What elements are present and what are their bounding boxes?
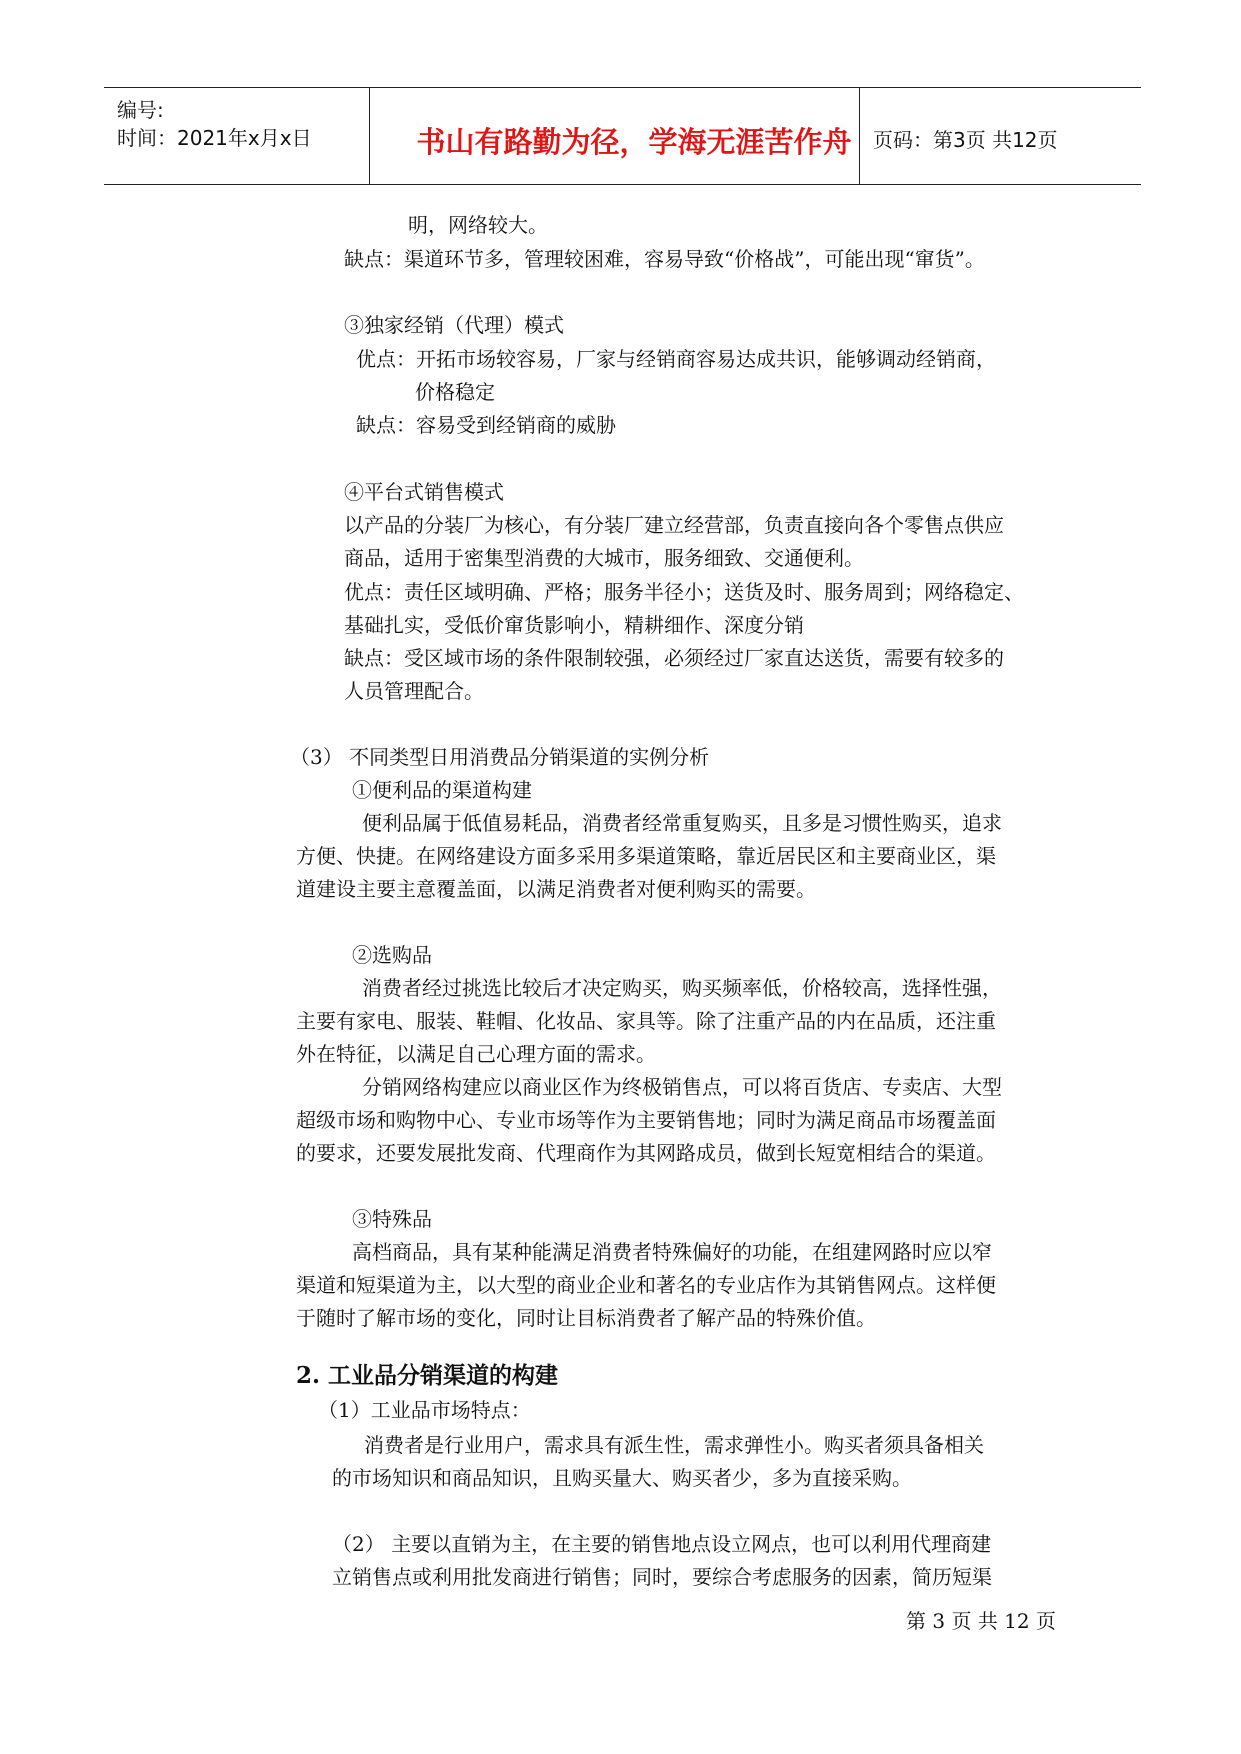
body-line: 消费者是行业用户，需求具有派生性，需求弹性小。购买者须具备相关	[364, 1433, 984, 1457]
body-line: 以产品的分装厂为核心，有分装厂建立经营部，负责直接向各个零售点供应	[344, 513, 1004, 537]
body-line: 便利品属于低值易耗品，消费者经常重复购买，且多是习惯性购买，追求	[362, 811, 1002, 835]
body-line: 于随时了解市场的变化，同时让目标消费者了解产品的特殊价值。	[296, 1306, 876, 1330]
header-divider-right	[859, 88, 860, 184]
body-line: 明，网络较大。	[408, 213, 548, 237]
body-line: 主要有家电、服装、鞋帽、化妆品、家具等。除了注重产品的内在品质，还注重	[296, 1009, 996, 1033]
body-line: 优点：责任区域明确、严格；服务半径小；送货及时、服务周到；网络稳定、	[344, 580, 1024, 604]
list-heading: ①便利品的渠道构建	[352, 778, 532, 802]
body-line: 渠道和短渠道为主，以大型的商业企业和著名的专业店作为其销售网点。这样便	[296, 1273, 996, 1297]
body-line: 缺点：渠道环节多，管理较困难，容易导致“价格战”，可能出现“窜货”。	[344, 247, 985, 271]
body-line: 的要求，还要发展批发商、代理商作为其网路成员，做到长短宽相结合的渠道。	[296, 1141, 996, 1165]
list-heading: ③独家经销（代理）模式	[344, 313, 564, 337]
header-motto: 书山有路勤为径，学海无涯苦作舟	[416, 125, 852, 159]
body-line: 消费者经过挑选比较后才决定购买，购买频率低，价格较高，选择性强，	[362, 976, 1002, 1000]
list-heading: ④平台式销售模式	[344, 480, 504, 504]
body-line: 的市场知识和商品知识，且购买量大、购买者少，多为直接采购。	[332, 1466, 912, 1490]
body-line: 优点：开拓市场较容易，厂家与经销商容易达成共识，能够调动经销商，	[356, 347, 996, 371]
document-date-label: 时间：2021年x月x日	[117, 126, 312, 150]
section-heading: （3） 不同类型日用消费品分销渠道的实例分析	[290, 745, 710, 769]
body-line: 基础扎实，受低价窜货影响小，精耕细作、深度分销	[344, 613, 804, 637]
section-heading: （2） 主要以直销为主，在主要的销售地点设立网点，也可以利用代理商建	[332, 1532, 992, 1556]
body-line: 高档商品，具有某种能满足消费者特殊偏好的功能，在组建网路时应以窄	[352, 1240, 992, 1264]
body-line: 商品，适用于密集型消费的大城市，服务细致、交通便利。	[344, 546, 864, 570]
body-line: 外在特征，以满足自己心理方面的需求。	[296, 1042, 656, 1066]
chapter-heading: 2. 工业品分销渠道的构建	[296, 1362, 559, 1389]
header-page-indicator: 页码：第3页 共12页	[873, 128, 1058, 152]
body-line: 人员管理配合。	[344, 679, 484, 703]
header-divider-left	[369, 88, 370, 184]
body-line: 缺点：受区域市场的条件限制较强，必须经过厂家直达送货，需要有较多的	[344, 646, 1004, 670]
body-line: 道建设主要主意覆盖面，以满足消费者对便利购买的需要。	[296, 877, 816, 901]
list-heading: ②选购品	[352, 943, 432, 967]
list-heading: ③特殊品	[352, 1207, 432, 1231]
body-line: 分销网络构建应以商业区作为终极销售点，可以将百货店、专卖店、大型	[362, 1075, 1002, 1099]
body-line: 立销售点或利用批发商进行销售；同时，要综合考虑服务的因素，简历短渠	[332, 1565, 992, 1589]
body-line: 价格稳定	[415, 380, 495, 404]
page-header	[104, 87, 1141, 185]
body-line: 缺点：容易受到经销商的威胁	[356, 413, 616, 437]
page-footer: 第 3 页 共 12 页	[906, 1609, 1056, 1633]
document-number-label: 编号:	[117, 98, 164, 122]
body-line: 方便、快捷。在网络建设方面多采用多渠道策略，靠近居民区和主要商业区，渠	[296, 844, 996, 868]
body-line: 超级市场和购物中心、专业市场等作为主要销售地；同时为满足商品市场覆盖面	[296, 1108, 996, 1132]
section-heading: （1）工业品市场特点：	[318, 1398, 531, 1422]
